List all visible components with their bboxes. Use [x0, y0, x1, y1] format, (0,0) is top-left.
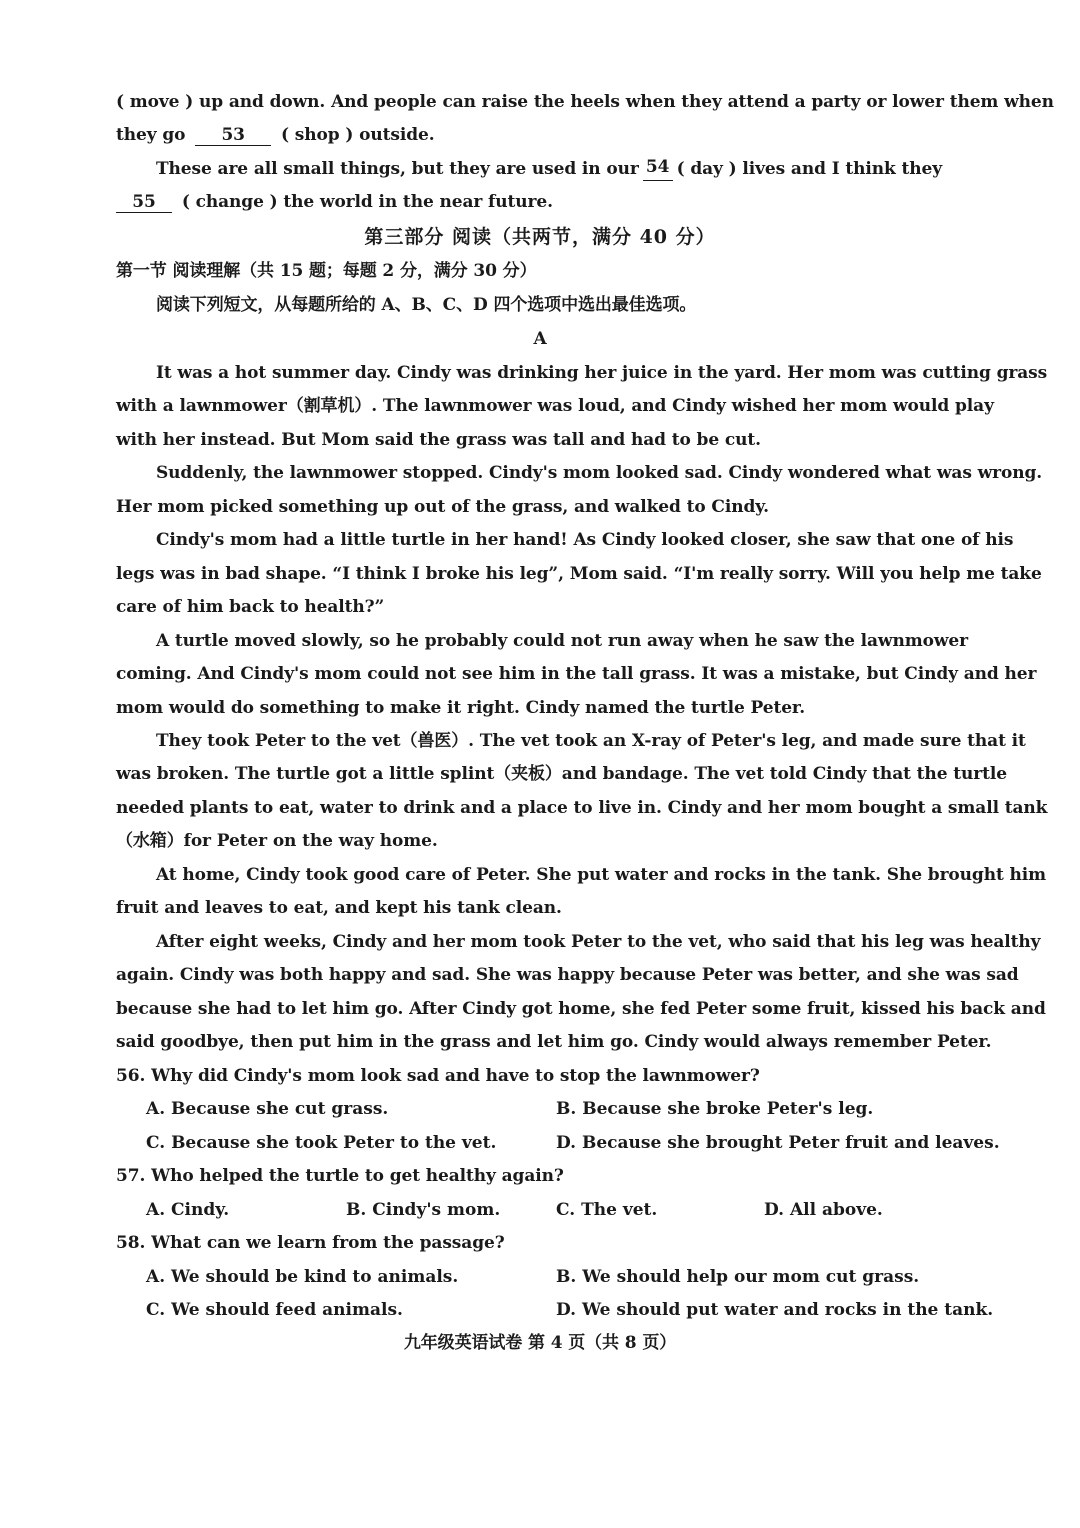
passage-line: legs was in bad shape. “I think I broke his leg”, Mom said. “I'm really sorry. Will you help me take [116, 564, 1042, 584]
passage-line: At home, Cindy took good care of Peter. She put water and rocks in the tank. She brought him [156, 865, 1047, 885]
passage-line: said goodbye, then put him in the grass and let him go. Cindy would always remember Peter. [116, 1032, 992, 1052]
passage-line: because she had to let him go. After Cindy got home, she fed Peter some fruit, kissed his back and [116, 999, 1046, 1019]
question-57-option-b[interactable]: B. Cindy's mom. [346, 1200, 501, 1220]
passage-line: fruit and leaves to eat, and kept his tank clean. [116, 898, 562, 918]
section-instruction: 阅读下列短文，从每题所给的 A、B、C、D 四个选项中选出最佳选项。 [156, 295, 697, 315]
passage-line: Her mom picked something up out of the grass, and walked to Cindy. [116, 497, 769, 517]
question-58-option-a[interactable]: A. We should be kind to animals. [146, 1267, 459, 1287]
question-57-option-a[interactable]: A. Cindy. [146, 1200, 230, 1220]
passage-line: again. Cindy was both happy and sad. She was happy because Peter was better, and she was sad [116, 965, 1019, 985]
passage-line: After eight weeks, Cindy and her mom took Peter to the vet, who said that his leg was healthy [156, 932, 1041, 952]
cloze-text: ( day ) lives and I think they [676, 159, 942, 179]
passage-line: （水箱）for Peter on the way home. [116, 831, 438, 851]
question-57-option-d[interactable]: D. All above. [764, 1200, 883, 1220]
question-57-option-c[interactable]: C. The vet. [556, 1200, 658, 1220]
question-56-stem: 56. Why did Cindy's mom look sad and have to stop the lawnmower? [116, 1066, 760, 1086]
cloze-text: ( change ) the world in the near future. [181, 192, 553, 212]
passage-line: with a lawnmower（割草机）. The lawnmower was loud, and Cindy wished her mom would play [116, 396, 994, 416]
passage-line: was broken. The turtle got a little splint（夹板）and bandage. The vet told Cindy that the turtle [116, 764, 1007, 784]
cloze-line-4 [116, 190, 942, 214]
passage-line: It was a hot summer day. Cindy was drinking her juice in the yard. Her mom was cutting grass [156, 363, 1048, 383]
part-title: 第三部分 阅读（共两节，满分 40 分） [364, 226, 716, 248]
cloze-text: These are all small things, but they are used in our [156, 159, 639, 179]
question-58-option-c[interactable]: C. We should feed animals. [146, 1300, 403, 1320]
answer-blank-53[interactable]: 53 [195, 125, 271, 146]
passage-line: A turtle moved slowly, so he probably could not run away when he saw the lawnmower [156, 631, 968, 651]
cloze-text: they go [116, 125, 186, 145]
passage-line: Cindy's mom had a little turtle in her hand! As Cindy looked closer, she saw that one of his [156, 530, 1014, 550]
question-57-stem: 57. Who helped the turtle to get healthy again? [116, 1166, 564, 1186]
question-56-option-c[interactable]: C. Because she took Peter to the vet. [146, 1133, 497, 1153]
cloze-line-2 [116, 123, 942, 147]
question-56-option-b[interactable]: B. Because she broke Peter's leg. [556, 1099, 874, 1119]
question-56-option-a[interactable]: A. Because she cut grass. [146, 1099, 389, 1119]
passage-line: mom would do something to make it right. Cindy named the turtle Peter. [116, 698, 806, 718]
cloze-text: ( shop ) outside. [281, 125, 435, 145]
passage-line: They took Peter to the vet（兽医）. The vet took an X-ray of Peter's leg, and made sure that it [156, 731, 1026, 751]
passage-line: Suddenly, the lawnmower stopped. Cindy's mom looked sad. Cindy wondered what was wrong. [156, 463, 1043, 483]
passage-line: needed plants to eat, water to drink and a place to live in. Cindy and her mom bought a small tank [116, 798, 1048, 818]
answer-blank-55[interactable]: 55 [116, 192, 172, 213]
cloze-line-3 [156, 157, 942, 181]
passage-label: A [533, 329, 547, 349]
cloze-line-1: ( move ) up and down. And people can raise the heels when they attend a party or lower them when [116, 92, 1054, 112]
page-footer: 九年级英语试卷 第 4 页（共 8 页） [403, 1333, 677, 1353]
passage-line: care of him back to health?” [116, 597, 385, 617]
question-58-option-d[interactable]: D. We should put water and rocks in the tank. [556, 1300, 994, 1320]
question-58-option-b[interactable]: B. We should help our mom cut grass. [556, 1267, 920, 1287]
passage-line: with her instead. But Mom said the grass was tall and had to be cut. [116, 430, 761, 450]
question-56-option-d[interactable]: D. Because she brought Peter fruit and leaves. [556, 1133, 1000, 1153]
passage-line: coming. And Cindy's mom could not see him in the tall grass. It was a mistake, but Cindy and her [116, 664, 1037, 684]
question-58-stem: 58. What can we learn from the passage? [116, 1233, 505, 1253]
answer-blank-54[interactable]: 54 [643, 157, 673, 181]
section-heading: 第一节 阅读理解（共 15 题；每题 2 分，满分 30 分） [116, 261, 537, 281]
